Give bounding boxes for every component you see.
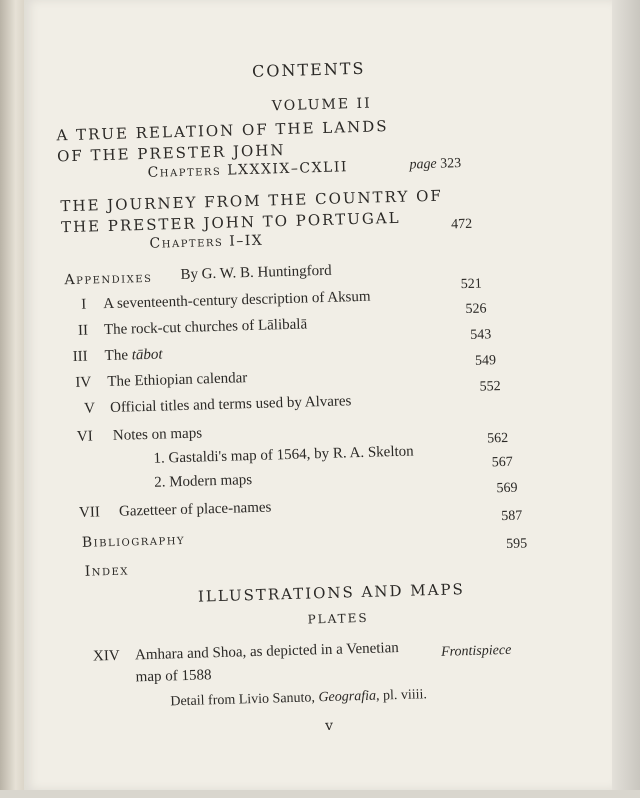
index-page: 595 (505, 536, 528, 552)
appendix-page: 526 (465, 301, 487, 318)
plate-placement: Frontispiece (440, 642, 512, 660)
appendix-numeral: VII (78, 504, 101, 521)
section2-title-line2: THE PRESTER JOHN TO PORTUGAL (60, 208, 401, 237)
section2-chapters: Chapters I–IX (149, 232, 264, 252)
plate-detail (170, 687, 427, 710)
page-prefix: page (409, 156, 437, 173)
appendix-page: 552 (479, 379, 501, 395)
section1-chapters: Chapters LXXXIX–CXLII (147, 159, 349, 181)
appendix-numeral: V (83, 400, 96, 417)
appendix-page: 543 (470, 327, 492, 343)
bibliography-page: 587 (501, 508, 523, 525)
plates-heading: PLATES (307, 610, 369, 627)
section1-page (409, 156, 461, 173)
appendix-title: Gazetteer of place-names (118, 499, 272, 520)
appendix-subitem: 2. Modern maps (154, 472, 253, 491)
illustrations-heading: ILLUSTRATIONS AND MAPS (197, 580, 466, 606)
section1-title-line1: A TRUE RELATION OF THE LANDS (56, 117, 389, 145)
contents-text (13, 0, 623, 798)
section2-page: 472 (450, 216, 473, 233)
book-page (24, 0, 612, 790)
appendixes-author: By G. W. B. Huntingford (180, 262, 332, 283)
appendix-title: Official titles and terms used by Alvares (109, 393, 352, 416)
plate-detail-italic: Geografia (318, 688, 377, 706)
section1-page-number: 323 (439, 156, 462, 172)
appendix-numeral: II (77, 322, 89, 339)
appendix-title: A seventeenth-century description of Aksum (103, 288, 371, 313)
plate-detail-prefix: Detail from Livio Sanuto, (170, 690, 319, 710)
bibliography-label: Bibliography (81, 531, 186, 551)
appendix-title: The Ethiopian calendar (107, 370, 248, 391)
volume-heading: VOLUME II (271, 95, 372, 115)
appendix-subitem-page: 567 (491, 454, 514, 471)
appendix-subitem-page: 562 (486, 430, 509, 447)
appendix-title: The rock-cut churches of Lālibalā (103, 316, 308, 339)
section1-title-line2: OF THE PRESTER JOHN (56, 140, 286, 166)
page-number: v (324, 717, 334, 735)
appendix-title-prefix: The (104, 347, 132, 365)
section2-title-line1: THE JOURNEY FROM THE COUNTRY OF (60, 186, 444, 216)
appendix-subitem: 1. Gastaldi's map of 1564, by R. A. Skelton (153, 443, 414, 467)
plate-title-line2: map of 1588 (135, 667, 212, 686)
index-label: Index (84, 562, 130, 580)
plate-numeral: XIV (92, 647, 120, 665)
appendix-numeral: I (81, 296, 87, 313)
appendix-numeral: IV (75, 374, 92, 391)
appendix-page: 569 (496, 480, 518, 497)
appendix-page: 521 (460, 276, 483, 293)
appendix-numeral: VI (76, 428, 93, 445)
plate-title-line1: Amhara and Shoa, as depicted in a Venetian (134, 640, 399, 664)
appendix-title-italic: tābot (131, 346, 163, 364)
contents-heading: CONTENTS (251, 58, 366, 81)
plate-detail-suffix: , pl. viiii. (375, 687, 428, 704)
appendix-title (104, 346, 162, 365)
appendix-page: 549 (474, 353, 497, 369)
appendixes-label: Appendixes (64, 269, 153, 289)
appendix-numeral: III (72, 348, 88, 365)
appendix-title: Notes on maps (112, 425, 203, 444)
